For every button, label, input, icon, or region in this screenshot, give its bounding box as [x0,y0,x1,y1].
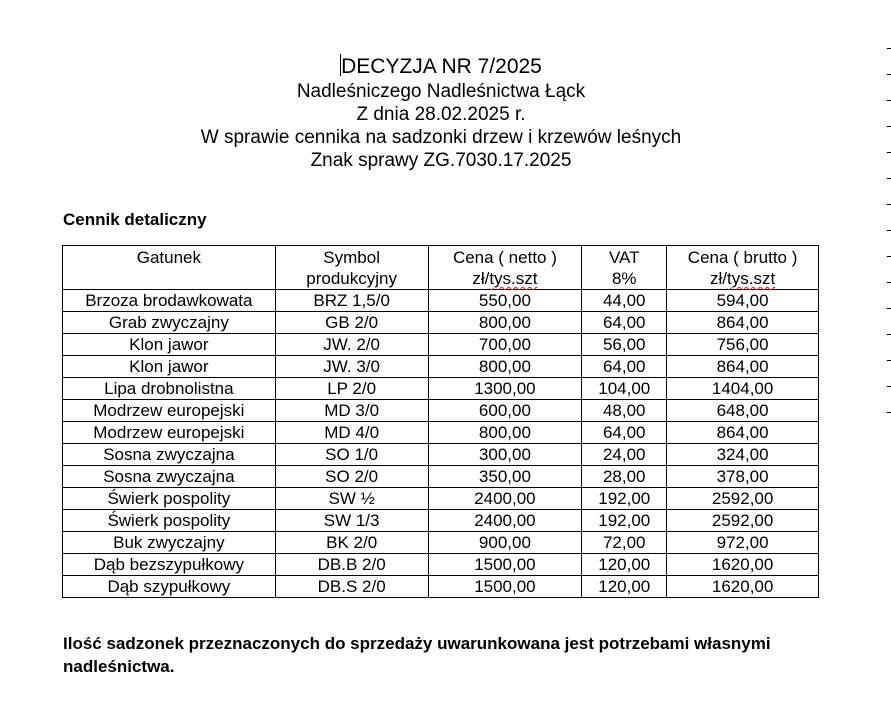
cell-cena-brutto[interactable]: 2592,00 [667,488,819,510]
table-row [63,312,819,334]
cell-cena-netto[interactable]: 800,00 [428,356,582,378]
cell-vat[interactable]: 64,00 [582,356,667,378]
cell-cena-brutto[interactable]: 594,00 [667,290,819,312]
cell-cena-brutto[interactable]: 2592,00 [667,510,819,532]
cell-vat[interactable]: 120,00 [582,576,667,598]
cell-cena-netto[interactable]: 2400,00 [428,488,582,510]
table-row [63,466,819,488]
cell-symbol[interactable]: BRZ 1,5/0 [275,290,428,312]
cell-cena-brutto[interactable]: 324,00 [667,444,819,466]
header-cena-brutto[interactable]: Cena ( brutto ) zł/tys.szt [667,246,819,290]
cell-vat[interactable]: 56,00 [582,334,667,356]
cell-gatunek[interactable]: Modrzew europejski [63,400,276,422]
cell-cena-netto[interactable]: 2400,00 [428,510,582,532]
table-row [63,334,819,356]
cell-gatunek[interactable]: Dąb szypułkowy [63,576,276,598]
spellcheck-underline: tys.szt [727,269,776,288]
header-vat[interactable]: VAT 8% [582,246,667,290]
cell-symbol[interactable]: JW. 3/0 [275,356,428,378]
cell-vat[interactable]: 104,00 [582,378,667,400]
cell-cena-netto[interactable]: 1300,00 [428,378,582,400]
cell-cena-netto[interactable]: 700,00 [428,334,582,356]
header-gatunek[interactable]: Gatunek [63,246,276,290]
cell-gatunek[interactable]: Modrzew europejski [63,422,276,444]
cell-gatunek[interactable]: Sosna zwyczajna [63,466,276,488]
cell-gatunek[interactable]: Dąb bezszypułkowy [63,554,276,576]
header-symbol[interactable]: Symbol produkcyjny [275,246,428,290]
cell-symbol[interactable]: DB.B 2/0 [275,554,428,576]
cell-gatunek[interactable]: Klon jawor [63,334,276,356]
cell-vat[interactable]: 64,00 [582,422,667,444]
cell-vat[interactable]: 72,00 [582,532,667,554]
cell-cena-brutto[interactable]: 378,00 [667,466,819,488]
cell-vat[interactable]: 192,00 [582,510,667,532]
cell-cena-netto[interactable]: 900,00 [428,532,582,554]
cell-cena-brutto[interactable]: 972,00 [667,532,819,554]
document-header [0,54,882,172]
cell-gatunek[interactable]: Buk zwyczajny [63,532,276,554]
cell-symbol[interactable]: LP 2/0 [275,378,428,400]
cell-vat[interactable]: 48,00 [582,400,667,422]
cell-symbol[interactable]: SW ½ [275,488,428,510]
cell-cena-brutto[interactable]: 756,00 [667,334,819,356]
table-row [63,422,819,444]
cell-vat[interactable]: 64,00 [582,312,667,334]
table-row [63,444,819,466]
cell-cena-netto[interactable]: 800,00 [428,312,582,334]
table-row [63,356,819,378]
cell-cena-brutto[interactable]: 864,00 [667,356,819,378]
cell-symbol[interactable]: SW 1/3 [275,510,428,532]
cell-cena-brutto[interactable]: 864,00 [667,422,819,444]
cell-vat[interactable]: 192,00 [582,488,667,510]
cell-cena-brutto[interactable]: 1620,00 [667,554,819,576]
cell-vat[interactable]: 28,00 [582,466,667,488]
cell-cena-brutto[interactable]: 1620,00 [667,576,819,598]
cell-symbol[interactable]: GB 2/0 [275,312,428,334]
price-table [62,245,819,598]
cell-symbol[interactable]: BK 2/0 [275,532,428,554]
cell-vat[interactable]: 44,00 [582,290,667,312]
table-row [63,400,819,422]
table-row [63,576,819,598]
cell-gatunek[interactable]: Sosna zwyczajna [63,444,276,466]
margin-tick-marks [887,0,891,716]
cell-vat[interactable]: 120,00 [582,554,667,576]
cell-symbol[interactable]: SO 1/0 [275,444,428,466]
cell-cena-netto[interactable]: 600,00 [428,400,582,422]
header-cena-netto[interactable]: Cena ( netto ) zł/tys.szt [428,246,582,290]
cell-cena-netto[interactable]: 300,00 [428,444,582,466]
cell-symbol[interactable]: DB.S 2/0 [275,576,428,598]
cell-cena-netto[interactable]: 550,00 [428,290,582,312]
subject-line[interactable]: W sprawie cennika na sadzonki drzew i krzewów leśnych [200,127,682,148]
cell-cena-brutto[interactable]: 1404,00 [667,378,819,400]
cell-gatunek[interactable]: Grab zwyczajny [63,312,276,334]
availability-note[interactable]: Ilość sadzonek przeznaczonych do sprzedaży uwarunkowana jest potrzebami własnymi nadleśnictwa. [63,634,771,676]
cell-cena-netto[interactable]: 800,00 [428,422,582,444]
cell-cena-brutto[interactable]: 648,00 [667,400,819,422]
cell-gatunek[interactable]: Klon jawor [63,356,276,378]
issuer-line[interactable]: Nadleśniczego Nadleśnictwa Łąck [296,81,586,102]
cell-cena-netto[interactable]: 350,00 [428,466,582,488]
table-row [63,378,819,400]
table-row [63,510,819,532]
cell-cena-brutto[interactable]: 864,00 [667,312,819,334]
table-row [63,554,819,576]
cell-symbol[interactable]: JW. 2/0 [275,334,428,356]
cell-cena-netto[interactable]: 1500,00 [428,554,582,576]
cell-vat[interactable]: 24,00 [582,444,667,466]
cell-symbol[interactable]: MD 4/0 [275,422,428,444]
cell-symbol[interactable]: SO 2/0 [275,466,428,488]
cell-cena-netto[interactable]: 1500,00 [428,576,582,598]
case-number-line[interactable]: Znak sprawy ZG.7030.17.2025 [310,150,572,171]
decision-title[interactable]: DECYZJA NR 7/2025 [341,55,542,78]
spellcheck-underline: tys.szt [489,269,538,288]
table-row [63,488,819,510]
cell-gatunek[interactable]: Brzoza brodawkowata [63,290,276,312]
cell-gatunek[interactable]: Lipa drobnolistna [63,378,276,400]
table-row [63,532,819,554]
cell-symbol[interactable]: MD 3/0 [275,400,428,422]
table-header-row [63,246,819,290]
cell-gatunek[interactable]: Świerk pospolity [63,488,276,510]
section-title[interactable]: Cennik detaliczny [63,210,207,229]
date-line[interactable]: Z dnia 28.02.2025 r. [356,104,526,125]
table-row [63,290,819,312]
cell-gatunek[interactable]: Świerk pospolity [63,510,276,532]
